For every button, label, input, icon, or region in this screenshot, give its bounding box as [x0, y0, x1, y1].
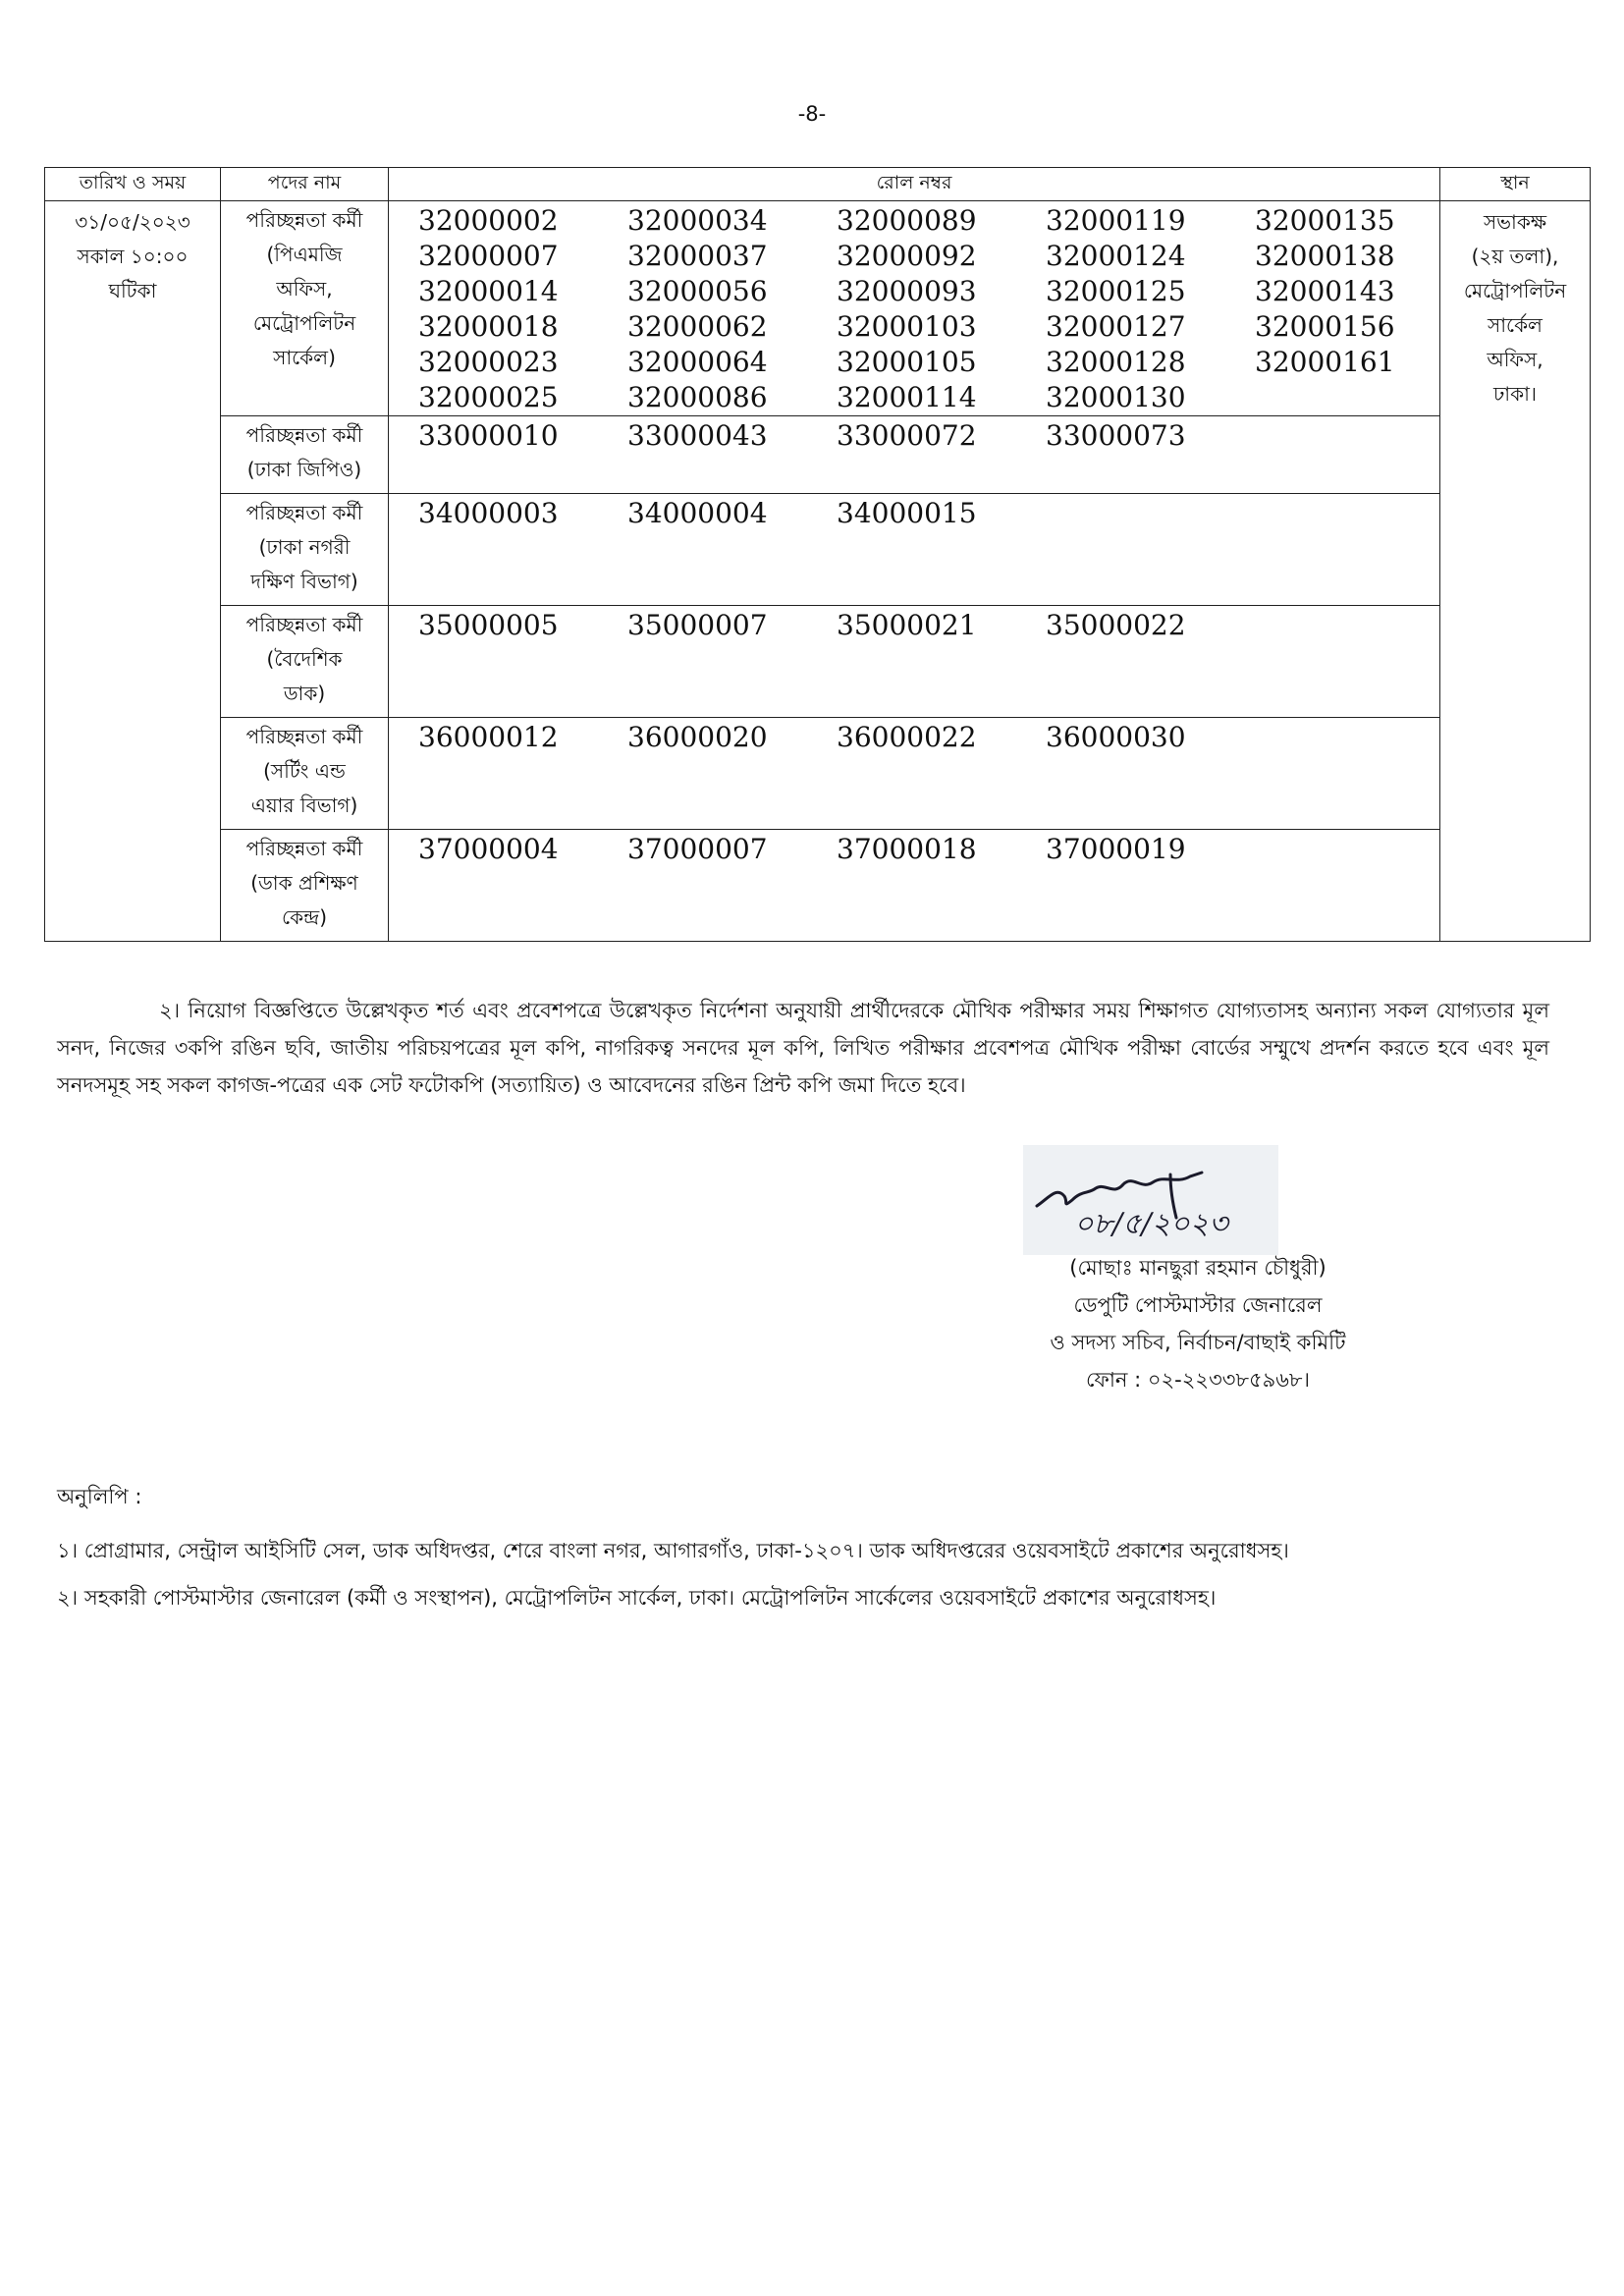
table-header-row [45, 168, 1591, 201]
roll-number: 34000004 [627, 497, 768, 529]
roll-number: 32000128 [1046, 346, 1186, 378]
roll-cell [389, 830, 1440, 942]
roll-number: 36000030 [1046, 721, 1186, 753]
venue-line: (২য় তলা), [1471, 245, 1559, 268]
roll-number: 32000014 [418, 275, 559, 307]
roll-number: 37000018 [837, 833, 977, 865]
roll-cell [389, 201, 1440, 416]
signature-block [874, 1249, 1522, 1398]
page-number: -8- [797, 102, 827, 126]
signature-scrawl-icon [1023, 1145, 1278, 1255]
post-line: মেট্রোপলিটন [252, 311, 356, 335]
roll-number-table [44, 167, 1591, 942]
header-venue: স্থান [1440, 168, 1591, 201]
roll-number: 35000005 [418, 609, 559, 641]
roll-number: 32000125 [1046, 275, 1186, 307]
table-row [45, 201, 1591, 416]
roll-number: 32000002 [418, 204, 559, 237]
roll-number: 37000019 [1046, 833, 1186, 865]
roll-grid [389, 608, 1439, 643]
roll-number: 37000004 [418, 833, 559, 865]
roll-number: 32000138 [1255, 240, 1395, 272]
roll-number: 32000062 [627, 310, 768, 343]
post-line: (বৈদেশিক [266, 647, 343, 671]
roll-grid [389, 832, 1439, 867]
svg-text:০৮/৫/২০২৩: ০৮/৫/২০২৩ [1074, 1207, 1228, 1241]
roll-number: 36000020 [627, 721, 768, 753]
roll-number: 32000130 [1046, 381, 1186, 413]
roll-number: 35000007 [627, 609, 768, 641]
roll-number: 37000007 [627, 833, 768, 865]
post-line: পরিচ্ছন্নতা কর্মী [245, 501, 363, 524]
date-time-cell [45, 201, 221, 942]
post-line: পরিচ্ছন্নতা কর্মী [245, 725, 363, 748]
roll-number: 33000043 [627, 419, 768, 452]
post-cell [221, 606, 389, 718]
roll-cell [389, 416, 1440, 494]
instruction-paragraph: ২। নিয়োগ বিজ্ঞপ্তিতে উল্লেখকৃত শর্ত এবং প্রবেশপত্রে উল্লেখকৃত নির্দেশনা অনুযায়ী প্রার্থীদেরকে মৌখিক পরীক্ষার সময় শিক্ষাগত যোগ্যতাসহ অন্যান্য সকল যোগ্যতার মূল সনদ, নিজের ৩কপি রঙিন ছবি, জাতীয় পরিচয়পত্রের মূল কপি, নাগরিকত্ব সনদের মূল কপি, লিখিত পরীক্ষার প্রবেশপত্র মৌখিক পরীক্ষা বোর্ডের সম্মুখে প্রদর্শন করতে হবে এবং মূল সনদসমূহ সহ সকল কাগজ-পত্রের এক সেট ফটোকপি (সত্যায়িত) ও আবেদনের রঙিন প্রিন্ট কপি জমা দিতে হবে। [57, 999, 1549, 1097]
signatory-role: ও সদস্য সচিব, নির্বাচন/বাছাই কমিটি [1050, 1331, 1346, 1354]
exam-time-suffix: ঘটিকা [108, 279, 157, 302]
roll-number: 34000015 [837, 497, 977, 529]
post-line: (ঢাকা নগরী [258, 535, 351, 559]
post-line: পরিচ্ছন্নতা কর্মী [245, 613, 363, 636]
post-line: সার্কেল) [273, 346, 336, 369]
roll-number: 32000007 [418, 240, 559, 272]
copy-to-item: ১। প্রোগ্রামার, সেন্ট্রাল আইসিটি সেল, ডাক অধিদপ্তর, শেরে বাংলা নগর, আগারগাঁও, ঢাকা-১২০৭। ডাক অধিদপ্তরের ওয়েবসাইটে প্রকাশের অনুরোধসহ। [57, 1539, 1289, 1562]
roll-cell [389, 606, 1440, 718]
roll-number: 32000156 [1255, 310, 1395, 343]
table-row [45, 416, 1591, 494]
roll-number: 32000161 [1255, 346, 1395, 378]
roll-number: 32000135 [1255, 204, 1395, 237]
table-row [45, 830, 1591, 942]
post-line: (ঢাকা জিপিও) [246, 458, 362, 481]
copy-to-item: ২। সহকারী পোস্টমাস্টার জেনারেল (কর্মী ও সংস্থাপন), মেট্রোপলিটন সার্কেল, ঢাকা। মেট্রোপলিটন সার্কেলের ওয়েবসাইটে প্রকাশের অনুরোধসহ। [57, 1586, 1217, 1610]
roll-number: 36000022 [837, 721, 977, 753]
roll-number: 32000114 [837, 381, 977, 413]
post-cell [221, 201, 389, 416]
post-cell [221, 718, 389, 830]
roll-number: 34000003 [418, 497, 559, 529]
roll-cell [389, 494, 1440, 606]
roll-number: 36000012 [418, 721, 559, 753]
venue-line: সভাকক্ষ [1483, 210, 1547, 234]
exam-date: ৩১/০৫/২০২৩ [75, 210, 190, 234]
signatory-phone: ফোন : ০২-২২৩৩৮৫৯৬৮। [1085, 1368, 1311, 1392]
roll-cell [389, 718, 1440, 830]
signatory-designation: ডেপুটি পোস্টমাস্টার জেনারেল [1073, 1293, 1323, 1317]
roll-number: 32000023 [418, 346, 559, 378]
post-line: (ডাক প্রশিক্ষণ [250, 871, 358, 895]
roll-number: 32000025 [418, 381, 559, 413]
roll-number: 32000086 [627, 381, 768, 413]
header-date: তারিখ ও সময় [45, 168, 221, 201]
venue-line: ঢাকা। [1492, 382, 1538, 406]
post-line: ডাক) [283, 682, 326, 705]
roll-grid [389, 418, 1439, 454]
venue-line: সার্কেল [1488, 313, 1543, 337]
post-line: অফিস, [276, 277, 333, 301]
post-line: পরিচ্ছন্নতা কর্মী [245, 208, 363, 232]
post-line: এয়ার বিভাগ) [250, 793, 358, 817]
venue-line: অফিস, [1487, 348, 1543, 371]
table-row [45, 494, 1591, 606]
roll-number: 32000018 [418, 310, 559, 343]
signatory-name: (মোছাঃ মানছুরা রহমান চৌধুরী) [1069, 1256, 1326, 1280]
post-line: কেন্দ্র) [281, 905, 328, 929]
post-cell [221, 830, 389, 942]
venue-line: মেট্রোপলিটন [1463, 279, 1567, 302]
roll-grid [389, 496, 1439, 531]
roll-number: 32000056 [627, 275, 768, 307]
post-line: পরিচ্ছন্নতা কর্মী [245, 423, 363, 447]
copy-to-heading: অনুলিপি : [57, 1485, 142, 1508]
roll-grid [389, 203, 1439, 415]
post-line: (সর্টিং এন্ড [263, 759, 346, 783]
table-row [45, 606, 1591, 718]
roll-number: 35000022 [1046, 609, 1186, 641]
roll-number: 32000103 [837, 310, 977, 343]
post-line: (পিএমজি [266, 243, 343, 266]
roll-number: 32000037 [627, 240, 768, 272]
roll-number: 33000010 [418, 419, 559, 452]
roll-number: 33000072 [837, 419, 977, 452]
roll-grid [389, 720, 1439, 755]
handwritten-signature [1023, 1145, 1278, 1255]
header-roll: রোল নম্বর [389, 168, 1440, 201]
roll-number: 32000127 [1046, 310, 1186, 343]
roll-number: 32000089 [837, 204, 977, 237]
roll-number: 32000119 [1046, 204, 1186, 237]
roll-number: 32000092 [837, 240, 977, 272]
post-line: পরিচ্ছন্নতা কর্মী [245, 837, 363, 860]
roll-number: 32000124 [1046, 240, 1186, 272]
roll-number: 32000105 [837, 346, 977, 378]
roll-number: 32000064 [627, 346, 768, 378]
roll-number: 32000093 [837, 275, 977, 307]
roll-number: 32000143 [1255, 275, 1395, 307]
copy-to-list [57, 1532, 1569, 1626]
post-line: দক্ষিণ বিভাগ) [250, 570, 358, 593]
table-row [45, 718, 1591, 830]
post-cell [221, 494, 389, 606]
roll-number: 32000034 [627, 204, 768, 237]
post-cell [221, 416, 389, 494]
roll-number: 35000021 [837, 609, 977, 641]
roll-number: 33000073 [1046, 419, 1186, 452]
exam-time: সকাল ১০:০০ [77, 245, 189, 268]
header-post: পদের নাম [221, 168, 389, 201]
